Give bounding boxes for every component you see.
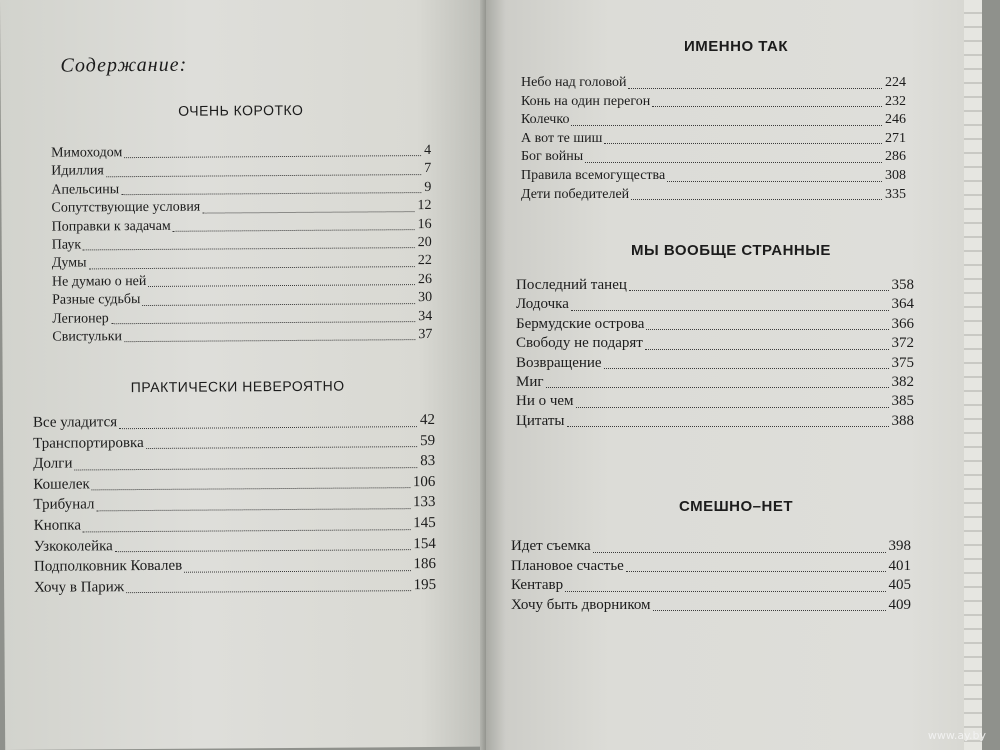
- toc-entry-page-number: 4: [424, 142, 432, 159]
- toc-entry-title: Цитаты: [516, 412, 565, 429]
- toc-entry: [516, 315, 914, 334]
- toc-entry-page-number: 308: [885, 167, 906, 183]
- toc-entry-page-number: 286: [885, 149, 906, 165]
- toc-entry-title: Идет съемка: [511, 538, 591, 554]
- toc-entry: [34, 534, 436, 557]
- toc-entry: [34, 554, 436, 577]
- dot-leader: [202, 211, 414, 213]
- toc-entry-page-number: 9: [424, 179, 432, 195]
- toc-entry: [516, 354, 914, 373]
- toc-entry-page-number: 401: [888, 557, 911, 574]
- toc-entry-title: Лодочка: [516, 296, 569, 313]
- section-heading-my-voobshche-strannye: МЫ ВООБЩЕ СТРАННЫЕ: [631, 242, 831, 259]
- dot-leader: [567, 426, 889, 427]
- toc-entry-title: Колечко: [521, 112, 570, 128]
- toc-entry: [521, 148, 906, 167]
- toc-entry: [33, 451, 435, 474]
- dot-leader: [571, 310, 889, 311]
- toc-entry: [511, 537, 911, 557]
- toc-entry-title: Разные судьбы: [52, 292, 141, 308]
- toc-list-my-voobshche-strannye: [516, 276, 914, 431]
- toc-entry-title: Правила всемогущества: [521, 167, 666, 183]
- toc-list-smeshno-net: [511, 537, 911, 615]
- toc-entry-page-number: 385: [891, 393, 914, 410]
- toc-entry: [33, 431, 435, 454]
- dot-leader: [124, 155, 421, 158]
- dot-leader: [97, 508, 411, 511]
- toc-entry-title: Идиллия: [51, 163, 104, 180]
- toc-entry-title: Небо над головой: [521, 75, 627, 90]
- toc-entry: [34, 575, 436, 598]
- toc-entry-title: Конь на один перегон: [521, 93, 651, 109]
- dot-leader: [83, 529, 410, 532]
- toc-entry-page-number: 154: [413, 535, 436, 552]
- toc-entry-page-number: 106: [412, 473, 436, 490]
- toc-entry-page-number: 224: [885, 75, 906, 90]
- toc-entry-page-number: 186: [413, 556, 437, 573]
- section-heading-imenno-tak: ИМЕННО ТАК: [684, 38, 788, 55]
- toc-entry-page-number: 366: [891, 315, 914, 332]
- toc-entry-title: Возвращение: [516, 354, 602, 371]
- toc-entry-page-number: 382: [891, 374, 914, 391]
- toc-entry-title: Думы: [51, 255, 87, 272]
- toc-entry-title: Хочу в Париж: [34, 578, 125, 596]
- toc-entry-title: Поправки к задачам: [51, 218, 171, 235]
- dot-leader: [571, 125, 882, 126]
- toc-entry-title: Хочу быть дворником: [511, 596, 651, 613]
- toc-entry-page-number: 145: [413, 514, 436, 532]
- dot-leader: [645, 349, 889, 350]
- toc-entry: [511, 576, 911, 596]
- toc-entry-title: Кнопка: [33, 517, 82, 534]
- toc-entry: [516, 412, 914, 431]
- toc-entry-page-number: 358: [891, 277, 914, 293]
- toc-entry-title: Ни о чем: [516, 393, 574, 410]
- dot-leader: [604, 368, 889, 369]
- toc-entry: [511, 557, 911, 577]
- section-heading-prakticheski-neveroyatno: ПРАКТИЧЕСКИ НЕВЕРОЯТНО: [130, 377, 345, 396]
- toc-entry: [516, 392, 914, 411]
- toc-entry-page-number: 12: [417, 198, 432, 214]
- toc-entry: [33, 492, 435, 515]
- toc-entry-title: Трибунал: [33, 496, 95, 514]
- dot-leader: [628, 88, 882, 89]
- dot-leader: [629, 290, 889, 291]
- toc-entry-title: Миг: [516, 374, 544, 391]
- toc-entry-page-number: 133: [412, 494, 436, 511]
- toc-entry-title: Последний танец: [516, 277, 627, 293]
- toc-entry-title: Кентавр: [511, 577, 564, 593]
- toc-entry-title: Транспортировка: [33, 434, 144, 452]
- dot-leader: [74, 467, 417, 470]
- dot-leader: [173, 229, 415, 232]
- toc-entry-page-number: 372: [891, 335, 914, 352]
- toc-entry-title: Паук: [51, 237, 82, 253]
- toc-entry-title: Свистульки: [52, 329, 123, 345]
- dot-leader: [115, 549, 411, 552]
- dot-leader: [653, 610, 886, 611]
- toc-entry-page-number: 34: [418, 308, 433, 324]
- toc-entry-page-number: 246: [885, 112, 906, 128]
- toc-entry-title: Мимоходом: [51, 145, 123, 161]
- toc-entry-page-number: 398: [888, 538, 911, 554]
- dot-leader: [593, 552, 886, 553]
- toc-entry-title: Плановое счастье: [511, 557, 624, 574]
- toc-entry-page-number: 42: [419, 411, 435, 429]
- toc-entry: [516, 373, 914, 392]
- toc-entry-page-number: 364: [891, 296, 914, 313]
- toc-entry-title: Сопутствующие условия: [51, 199, 201, 216]
- toc-entry-title: А вот те шиш: [521, 130, 603, 146]
- toc-entry-title: Свободу не подарят: [516, 335, 643, 352]
- page-edge-decoration: [964, 0, 982, 750]
- toc-entry: [34, 513, 436, 536]
- dot-leader: [89, 266, 415, 269]
- dot-leader: [121, 192, 421, 195]
- toc-entry-page-number: 405: [888, 577, 911, 593]
- toc-entry: [521, 167, 906, 186]
- toc-entry-page-number: 16: [417, 216, 432, 232]
- dot-leader: [119, 426, 417, 429]
- toc-list-imenno-tak: [521, 74, 906, 204]
- dot-leader: [106, 174, 421, 177]
- dot-leader: [184, 570, 410, 573]
- watermark: www.ay.by: [927, 729, 986, 742]
- toc-entry-page-number: 22: [417, 253, 432, 269]
- toc-entry: [521, 93, 906, 112]
- toc-entry-page-number: 30: [418, 290, 433, 306]
- dot-leader: [124, 340, 415, 343]
- toc-entry-title: Бог войны: [521, 149, 584, 165]
- toc-entry: [521, 130, 906, 149]
- toc-entry: [33, 472, 435, 495]
- toc-entry-page-number: 335: [885, 186, 906, 202]
- toc-entry-page-number: 388: [891, 412, 914, 429]
- toc-entry-page-number: 271: [885, 130, 906, 146]
- toc-entry: [511, 596, 911, 616]
- left-page: [0, 0, 495, 750]
- dot-leader: [111, 321, 415, 324]
- toc-entry-page-number: 195: [413, 576, 437, 593]
- dot-leader: [626, 571, 886, 572]
- toc-entry: [33, 410, 435, 433]
- toc-entry-page-number: 59: [420, 432, 436, 449]
- dot-leader: [631, 199, 882, 200]
- toc-entry-title: Не думаю о ней: [51, 273, 147, 290]
- toc-entry-page-number: 409: [888, 596, 911, 613]
- toc-entry-page-number: 37: [418, 327, 433, 343]
- toc-entry: [521, 186, 906, 205]
- dot-leader: [667, 181, 882, 182]
- toc-entry-title: Подполковник Ковалев: [33, 557, 183, 575]
- section-heading-ochen-korotko: ОЧЕНЬ КОРОТКО: [178, 101, 304, 119]
- dot-leader: [83, 248, 415, 251]
- toc-entry-page-number: 375: [891, 354, 914, 371]
- toc-entry-page-number: 26: [417, 271, 433, 287]
- toc-entry: [521, 74, 906, 93]
- dot-leader: [146, 446, 417, 449]
- dot-leader: [576, 407, 889, 408]
- toc-entry: [516, 295, 914, 314]
- toc-title: Содержание:: [60, 53, 188, 77]
- section-heading-smeshno-net: СМЕШНО–НЕТ: [678, 498, 794, 515]
- toc-entry-title: Дети победителей: [521, 186, 630, 202]
- dot-leader: [585, 162, 882, 163]
- dot-leader: [546, 387, 889, 388]
- toc-list-prakticheski-neveroyatno: [33, 410, 436, 598]
- dot-leader: [142, 303, 415, 306]
- toc-entry-title: Кошелек: [33, 476, 90, 493]
- toc-entry-title: Узкоколейка: [33, 537, 113, 555]
- toc-entry-page-number: 20: [417, 235, 432, 251]
- toc-list-ochen-korotko: [51, 142, 432, 347]
- toc-entry-title: Долги: [33, 455, 73, 472]
- dot-leader: [604, 143, 882, 144]
- toc-entry-page-number: 7: [424, 161, 432, 177]
- dot-leader: [126, 590, 410, 593]
- toc-entry: [516, 276, 914, 295]
- dot-leader: [652, 106, 882, 107]
- dot-leader: [565, 591, 885, 592]
- toc-entry-page-number: 232: [885, 93, 906, 109]
- dot-leader: [148, 284, 415, 287]
- toc-entry-title: Легионер: [52, 310, 109, 327]
- right-page: [486, 0, 982, 750]
- toc-entry-title: Все уладится: [32, 414, 118, 431]
- toc-entry-page-number: 83: [420, 453, 436, 470]
- dot-leader: [92, 488, 410, 491]
- toc-entry: [52, 326, 432, 347]
- toc-entry: [516, 334, 914, 353]
- toc-entry: [521, 111, 906, 130]
- toc-entry-title: Бермудские острова: [516, 315, 645, 332]
- toc-entry-title: Апельсины: [51, 181, 120, 198]
- dot-leader: [646, 329, 888, 330]
